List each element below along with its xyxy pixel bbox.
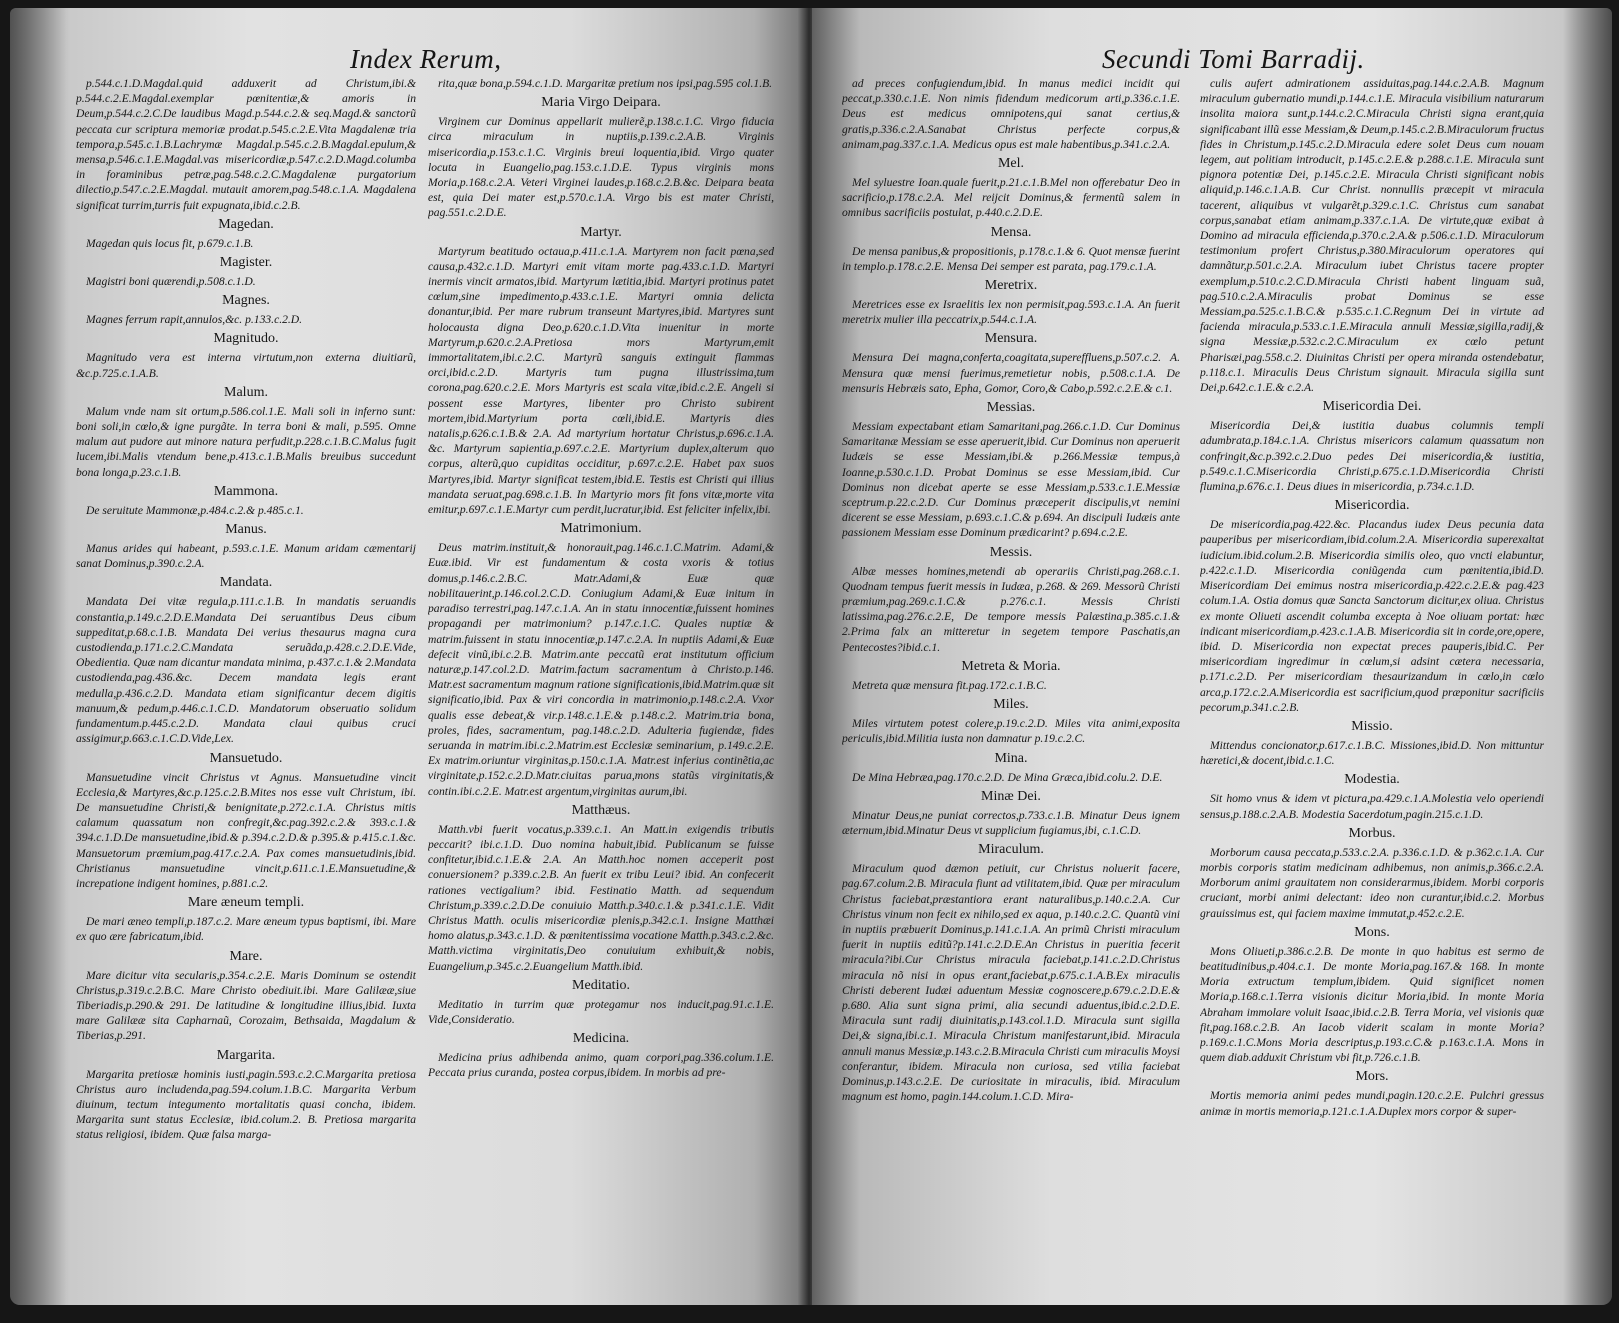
index-heading: Meditatio. (572, 977, 630, 993)
index-entry (76, 521, 416, 571)
right-column-2 (1200, 76, 1544, 1295)
index-entry (76, 750, 416, 892)
index-heading: Martyr. (580, 224, 622, 240)
running-head-left: Index Rerum, (350, 44, 502, 74)
index-heading: Maria Virgo Deipara. (541, 95, 661, 111)
index-entry (428, 802, 774, 974)
index-entry-text: Mansuetudine vincit Christus vt Agnus. Mansuetudine vincit Ecclesia,& Martyres,&c.p.125.c.2.B.Mites nos esse vult Christum, ibi. De mansuetudine Christi,& benignitate,p.272.c.1.A. Christus mitis calamum quassatum non confregit,&c.pag.392.c.2.& 393.c.1.& 394.c.1.D.De mansuetudine,ibid.& p.394.c.2.D.& p.395.& p.415.c.1.&c. Mansuetorum præmium,pag.417.c.2.A. Pax comes mansuetudinis,ibid. Christianus mansuetudine vincit,p.611.c.1.E.Mansuetudine,& increpatione indigent homines, p.881.c.2. (76, 770, 416, 890)
page-shadow-right (1562, 8, 1612, 1305)
index-heading: Mel. (997, 156, 1025, 172)
index-heading: Malum. (224, 384, 268, 400)
index-entry (842, 330, 1180, 396)
index-entry-text: ad preces confugiendum,ibid. In manus medici incidit qui peccat,p.330.c.1.E. Non nimis fidendum medicorum arti,p.336.c.1.E. Deus est medicus omnipotens,qui sanat certius,& gratis,p.336.c.2.A.Sanabat Christus perfecte corpus,& animam,pag.337.c.1.A. Medicus opus est male habentibus,p.341.c.2.A. (842, 77, 1180, 151)
index-heading: Mors. (1355, 1069, 1389, 1085)
index-entry-text: rita,quæ bona,p.594.c.1.D. Margaritæ pretium nos ipsi,pag.595 col.1.B. (438, 77, 773, 90)
index-entry-text: culis aufert admirationem assiduitas,pag.144.c.2.A.B. Magnum miraculum gubernatio mundi,p.144.c.1.E. Miracula visibilium naturarum insolita maiora sunt,p.144.c.2.C.Miracula Christi signa erant,quia significabant illũ esse Messiam,& Deum,p.145.c.2.B.Miraculorum fructus fides in Christum,p.145.c.2.D.Miracula edere solet Deus cum nouam legem, aut politiam introducit, p.145.c.2.E.& p.288.c.1.E. Miracula sunt pignora potentiæ Dei, p.145.c.2.E. Miracula Christi significant nobis aliquid,p.146.c.1.A.B. Cur Christ. nonnullis præcepit vt miracula tacerent, aliquibus vt vulgarẽt,p.329.c.1.C. Christus cum sanabat corpus,sanabat etiam animam,p.337.c.1.A. De virtute,quæ exibat à Domino ad miracula efficienda,p.370.c.2.A.& p.506.c.1.D. Miraculorum testimonium profert Christus,p.380.Miraculorum operatores qui damnãtur,p.501.c.2.A. Miraculum iubet Christus tacere propter exemplum,p.510.c.2.C.D.Miracula Christi habent linguam suã, pag.510.c.2.A.Miraculis probat Dominus se esse Messiam,pa.525.c.1.B.C.& p.535.c.1.C.Regnum Dei in virtute ad facienda miracula,p.533.c.1.E.Miracula annuli Messiæ,sigilla,radij,& signa Messiæ,p.532.c.2.C.Miraculum ex cœlo petunt Pharisæi,pag.558.c.2. Diuinitas Christi per opera miranda ostendebatur, p.118.c.1. Miraculis Deus Christum signauit. Miracula sigilla sunt Dei,p.642.c.1.E.& c.2.A. (1200, 77, 1544, 395)
index-heading: Meretrix. (984, 278, 1038, 294)
index-entry-text: Magnitudo vera est interna virtutum,non externa diuitiarũ, &c.p.725.c.1.A.B. (76, 351, 416, 380)
index-entry-text: Metreta quæ mensura fit.pag.172.c.1.B.C. (852, 678, 1047, 692)
index-entry (1200, 924, 1544, 1066)
index-entry (842, 76, 1180, 152)
index-heading: Mammona. (213, 483, 279, 499)
index-entry-text: Albæ messes homines,metendi ab operariis Christi,pag.268.c.1. Quodnam tempus fuerit messis in Iudæa, p.268. & 269. Messorũ Christi præmium,pag.269.c.1.C.& p.276.c.1. Messis Christi latissima,pag.276.c.2.E, De tempore messis Palæstina,p.385.c.1.& 2.Prima falx an mitteretur in segetem tempore Paschatis,an Pentecostes?ibid.c.1. (842, 564, 1180, 654)
index-entry-text: Mandata Dei vitæ regula,p.111.c.1.B. In mandatis seruandis constantia,p.149.c.2.D.E.Mandata Dei seruantibus Deus cibum suppeditat,p.68.c.1.B. Mandata Dei verius thesaurus magna cura custodienda,p.171.c.2.C.Mandata seruãda,p.428.c.2.D.E.Vide, Obedientia. Quæ nam dicantur mandata minima, p.437.c.1.& 2.Mandata custodienda,pag.436.&c. Decem mandata legis erant medulla,p.436.c.2.D. Mandata etiam significantur decem digitis manuum,& pedum,p.446.c.1.C.D. Mandatorum obseruatio solidum fundamentum.p.445.c.2.D. Mandata claui quibus cruci assigimur,p.663.c.1.C.D.Vide,Lex. (76, 595, 416, 746)
index-entry (76, 384, 416, 480)
index-entry-text: Miraculum quod dæmon petiuit, cur Christus noluerit facere, pag.67.colum.2.B. Miracula fiunt ad vtilitatem,ibid. Quæ per miraculum Christus faciebat,præstantiora erant naturalibus,p.140.c.2.A. Cur Christus vinum non fecit ex nihilo,sed ex aqua, p.140.c.2.C. Quantũ vini in nuptiis præbuerit Dominus,p.141.c.1.A. An primũ Christi miraculum fuerit in nuptiis editũ?p.141.c.2.D.E.An Christus in pueritia fecerit miracula?ibi.Cur Christus miracula faciebat,p.141.c.2.D.Christus miracula nõ nisi in opus erant,faciebat,p.675.c.1.A.B.Ex miraculis Christi deberent Iudæi aduentum Messiæ cognoscere,p.679.c.2.D.E.& p.680. Alia sunt signa primi, alia secundi aduentus,ibid.c.2.D.E. Miracula sunt radij diuinitatis,p.143.col.1.D. Miracula sunt sigilla Dei,& signa,ibi.c.1. Miracula Christum manifestarunt,ibid. Miracula annuli manus Messiæ,p.143.c.2.B.Miracula Christi cum miraculis Moysi conferantur, ibidem. Miracula non curiosa, sed vtilia faciebat Dominus,p.143.c.2.E. De curiositate in miraculis, ibid. Miraculum magnum est homo, pagin.144.colum.1.C.D. Mira- (842, 862, 1180, 1104)
index-entry-text: Mittendus concionator,p.617.c.1.B.C. Missiones,ibid.D. Non mittuntur hæretici,& docent,ibid.c.1.C. (1200, 738, 1544, 768)
index-entry-text: Deus matrim.instituit,& honorauit,pag.146.c.1.C.Matrim. Adami,& Euæ.ibid. Vir est fundamentum & costa vxoris & totius domus,p.146.c.2.B.C. Matr.Adami,& Euæ quæ nobilitauerint,p.146.col.2.C.D. Coniugium Adami,& Euæ initum in paradiso terrestri,pag.147.c.1.A. An in statu innocentiæ,fuissent homines propagandi per matrimonium? p.147.c.1.C. Quales nuptiæ & matrim.fuissent in statu innocentiæ,p.147.c.2.A. In nuptiis Adami,& Euæ defecit vinũ,ibi.c.2.B. Matrim.ante peccatũ erat institutum officium naturæ,p.147.col.2.D. Matrim.factum sacramentum à Christo.p.146. Matr.est sacramentum magnum ratione significationis,ibid.Matrim.quæ sit significatio,ibid. Pax & viri concordia in matrimonio,p.148.c.2.A. Vxor qualis esse debeat,& vir.p.148.c.1.E.& p.148.c.2. Matrim.tria bona, proles, fides, sacramentum, pag.148.c.2.D. Adulteria fugiendæ, fides seruanda in matrim.ibi.c.2.Matrim.est Ecclesiæ seminarium, p.149.c.2.E. Ex matrim.oriuntur virginitas,p.150.c.1.A. Matr.est inferius continẽtia,ac virginitate,p.152.c.2.D.Matr.ciuitas parua,mons statũs virginitatis,& contin.ibi.c.2.E. Matr.est argentum,virginitas aurum,ibi. (428, 541, 774, 798)
index-entry (76, 292, 416, 327)
index-entry (1200, 825, 1544, 921)
index-entry (428, 1030, 774, 1080)
index-entry (842, 277, 1180, 327)
index-entry (428, 977, 774, 1027)
index-heading: Magedan. (218, 216, 274, 232)
index-entry (76, 483, 416, 518)
index-heading: Mare. (229, 948, 263, 964)
index-entry-text: De seruitute Mammonæ,p.484.c.2.& p.485.c.1. (86, 503, 304, 517)
index-heading: Minæ Dei. (981, 788, 1041, 804)
index-entry (842, 399, 1180, 541)
index-entry-text: De Mina Hebræa,pag.170.c.2.D. De Mina Græca,ibid.colu.2. D.E. (852, 770, 1163, 784)
index-entry-text: Mortis memoria animi pedes mundi,pagin.120.c.2.E. Pulchri gressus animæ in mortis memoria,p.121.c.1.A.Duplex mors corpor & super- (1200, 1089, 1544, 1118)
page-shadow-left (10, 8, 70, 1305)
index-entry (842, 841, 1180, 1104)
index-entry (842, 544, 1180, 655)
index-entry-text: Magnes ferrum rapit,annulos,&c. p.133.c.2.D. (86, 313, 303, 327)
index-heading: Mensura. (984, 331, 1038, 347)
index-entry (76, 948, 416, 1044)
index-heading: Matrimonium. (560, 521, 642, 537)
index-heading: Matthæus. (571, 802, 631, 818)
index-entry-text: De misericordia,pag.422.&c. Placandus iudex Deus pecunia data pauperibus per misericordiam,ibid.colum.2.A. Misericordia superexaltat iudicium.ibid.colum.2.B. Misericordia similis oleo, quo vncti elabuntur, p.422.c.1.D. Misericordia coniũgenda cum pœnitentia,ibid.D. Misericordiam Dei emimus nostra misericordia,p.422.c.2.E.& pag.423 colum.1.A. Ostia domus quæ Sancta Sanctorum dicitur,ex oliua. Christus ex monte Oliueti ascendit columba excepta à Noe oliuam portat: hæc indicant misericordiam,p.423.c.1.A.B. Misericordia sit in corde,ore,opere, ibid. D. Misericordia non expectat preces pauperis,ibid.C. Per misericordiam ingredimur in cœlum,si adsint cætera necessaria, p.171.c.2.D. Per misericordiam thesaurizandum in cœlo,in cœlo arca,p.172.c.2.A.Misericordia est sacrificium,quod præponitur sacrificiis pecorum,p.341.c.2.B. (1200, 518, 1544, 714)
index-heading: Mons. (1354, 924, 1390, 940)
index-entry (1200, 398, 1544, 494)
left-column-2 (428, 76, 774, 1295)
index-entry (428, 76, 774, 91)
index-entry (76, 216, 416, 251)
index-entry-text: Magistri boni quærendi,p.508.c.1.D. (86, 275, 256, 289)
index-entry-text: Mons Oliueti,p.386.c.2.B. De monte in quo habitus est sermo de beatitudinibus,p.404.c.1. De monte Moria,pag.167.& 168. In monte Moria extructum templum,ibidem. Quid significet nomen Moria,p.168.c.1.Terra visionis dicitur Moria,ibid. In monte Moria Abraham immolare voluit Isaac,ibid.c.2.B. Terra Moria, vel visionis quæ fit,pag.168.c.2.B. An Iacob viderit scalam in monte Moria? p.169.c.1.C.Mons Moria descriptus,p.193.c.C.& p.163.c.1.A. Mons in quem diab.adduxit Christum vbi fit,p.726.c.1.B. (1200, 944, 1544, 1065)
index-heading: Mina. (994, 750, 1028, 766)
index-entry-text: Mensura Dei magna,conferta,coagitata,supereffluens,p.507.c.2. A. Mensura quæ mensi fuerimus,remetietur nobis, p.508.c.1.A. De mensuris Hebræis sato, Epha, Gomor, Coro,& Cabo,p.592.c.2.E.& c.1. (842, 351, 1180, 395)
index-entry-text: De mari æneo templi,p.187.c.2. Mare æneum typus baptismi, ibi. Mare ex quo ære fabricatum,ibid. (76, 915, 416, 944)
index-entry (76, 1047, 416, 1143)
index-entry (842, 155, 1180, 221)
index-entry (842, 750, 1180, 785)
index-entry-text: Martyrum beatitudo octaua,p.411.c.1.A. Martyrem non facit pœna,sed causa,p.432.c.1.D. Martyri emit vitam morte pag.433.c.1.D. Martyri inermis vincit armatos,ibid. Martyrum lætitia,ibid. Martyri protinus patet cœlum,sine impedimento,p.433.c.1.E. Martyri omnia delicta donantur,ibid. Per mare rubrum transeunt Martyres,ibid. Martyres sunt holocausta digna Deo,p.620.c.1.D.Vita inuenitur in morte Martyrum,p.620.c.2.A.Pretiosa mors Martyrum,emit immortalitatem,ibi.c.2.C. Martyrũ sanguis extinguit flammas orci,ibid.c.2.D. Martyris tum pugna illustrissima,tum corona,pag.620.c.2.E. Mors Martyris est scala vitæ,ibid.c.2.E. Angeli si possent esse Martyres, libenter pro Christo subirent mortem,ibid.Martyrium porta cœli,ibid.E. Martyris dies natalis,p.626.c.1.B.& 2.A. Ad martyrium hortatur Christus,p.696.c.1.A. &c. Martyrum sapientia,p.697.c.2.E. Martyrium duplex,alterum quo corpus, alterũ,quo cupiditas occiditur, p.697.c.2.E. Habet pax suos Martyres,ibid. Martyr significat testem,ibid.E. Testis est Christi qui illius mandata seruat,pag.698.c.1.B. In Martyrio mors fit fons vitæ,morte vita emitur,p.697.c.1.E.Martyr cum perdit,lucratur,ibid. Est feliciter infelix,ibi. (428, 244, 774, 517)
index-heading: Miles. (993, 697, 1029, 713)
index-entry (1200, 771, 1544, 821)
index-entry-text: Sit homo vnus & idem vt pictura,pa.429.c.1.A.Molestia velo operiendi sensus,p.188.c.2.A.B. Modestia Sacerdotum,pagin.215.c.1.D. (1200, 792, 1544, 821)
index-heading: Mare æneum templi. (187, 895, 305, 911)
left-page (10, 8, 810, 1305)
index-entry-text: Messiam expectabant etiam Samaritani,pag.266.c.1.D. Cur Dominus Samaritanæ Messiam se esse aperuerit,ibid. Cur Dominus non aperuerit Iudæis se esse Messiam,ibi.& p.266.Messiæ tempus,à Ioanne,p.530.c.1.D. Probat Dominus se esse Messiam,ibid. Cur Dominus non dicebat aperte se esse Messiam,p.533.c.1.E.Messiæ sceptrum.p.22.c.2.D. Cur Dominus præceperit discipulis,vt nemini dicerent se esse Messiam, p.693.c.1.C.& p.694. An discipuli Iudæis ante passionem Messiam esse Dominum prædicarint? p.694.c.2.E. (842, 420, 1180, 540)
index-heading: Magnitudo. (213, 331, 279, 347)
index-entry (842, 696, 1180, 746)
index-entry-text: Meretrices esse ex Israelitis lex non permisit,pag.593.c.1.A. An fuerit meretrix mulier illa peccatrix,p.544.c.1.A. (842, 298, 1180, 327)
right-column-1 (842, 76, 1180, 1295)
index-entry-text: Virginem cur Dominus appellarit mulierẽ,p.138.c.1.C. Virgo fiducia circa miraculum in nuptiis,p.139.c.2.A.B. Virginis misericordia,p.153.c.1.C. Virginis breui loquentia,ibid. Virgo quater locuta in Euangelio,pag.153.c.1.D.E. Typus virginis mons Moria,p.168.c.2.A. Veteri Virginei laudes,p.168.c.2.B.&c. Deipara beata est, quia Dei mater est,p.570.c.1.A. Virgo bis est mater Christi, pag.551.c.2.D.E. (428, 115, 774, 220)
index-entry-text: Mel syluestre Ioan.quale fuerit,p.21.c.1.B.Mel non offerebatur Deo in sacrificio,p.178.c.2.A. Mel reijcit Dominus,& fermentũ salem in omnibus sacrificiis postulat, p.440.c.2.D.E. (842, 176, 1180, 220)
index-entry-text: Matth.vbi fuerit vocatus,p.339.c.1. An Matt.in exigendis tributis peccarit? ibi.c.1.D. Duo nomina habuit,ibid. Publicanum se fuisse confitetur,ibid.c.1.E.& 2.A. An Matth.hoc nomen acceperit post conuersionem? p.339.c.2.B. An fuerit ex tribu Leui? ibid. An confecerit rationes vectigalium? ibid. Festinatio Matth. ad sequendum Christum,p.339.c.2.D.De conuiuio Matth.p.340.c.1.& p.341.c.1.E. Vidit Christus Matth. oculis misericordiæ plenis,p.342.c.1. Insigne Matthæi homo alatus,p.343.c.1.D. & pœnitentissima vocatione Matth.p.343.c.2.&c. Matth.victima virginitatis,Deo conuiuium exhibuit,& nobis, Euangelium,p.345.c.2.Euangelium Matth.ibid. (428, 822, 774, 973)
index-entry-text: Meditatio in turrim quæ protegamur nos inducit,pag.91.c.1.E. Vide,Consideratio. (428, 997, 774, 1026)
index-entry (76, 574, 416, 746)
index-entry (76, 76, 416, 213)
index-entry-text: Margarita pretiosæ hominis iusti,pagin.593.c.2.C.Margarita pretiosa Christus auro includenda,pag.594.colum.1.B.C. Margarita Verbum diuinum, tectum integumento mortalitatis quasi concha, ibidem. Margarita sunt status Ecclesiæ, ibid.colum.2. B. Pretiosa margarita status religiosi, ibidem. Quæ falsa marga- (76, 1067, 416, 1142)
index-heading: Mandata. (219, 575, 273, 591)
index-entry (76, 254, 416, 289)
index-entry (842, 658, 1180, 693)
index-heading: Margarita. (216, 1047, 276, 1063)
index-entry (428, 94, 774, 220)
index-entry-text: Malum vnde nam sit ortum,p.586.col.1.E. Mali soli in inferno sunt: boni soli,in cœlo,& igne purgãte. In terra boni & mali, p.595. Omne malum aut pudore aut minore natura perfudit,p.228.c.1.B.C.Malus fugit lucem,ibi.Malis vtendum bene,p.413.c.1.B.Malis breuibus succedunt bona longa,p.23.c.1.B. (76, 404, 416, 479)
index-heading: Messis. (989, 544, 1033, 560)
index-heading: Miraculum. (978, 842, 1044, 858)
index-entry-text: De mensa panibus,& propositionis, p.178.c.1.& 6. Quot mensæ fuerint in templo.p.178.c.2.E. Mensa Dei semper est parata, pag.179.c.1.A. (842, 244, 1180, 273)
right-page (812, 8, 1612, 1305)
index-entry (1200, 718, 1544, 768)
index-entry (1200, 1068, 1544, 1118)
index-heading: Modestia. (1344, 772, 1400, 788)
index-heading: Magister. (219, 255, 273, 271)
running-head-right: Secundi Tomi Barradij. (1102, 44, 1365, 74)
index-heading: Manus. (225, 522, 267, 538)
index-heading: Missio. (1351, 718, 1393, 734)
index-entry (842, 788, 1180, 838)
index-heading: Misericordia. (1334, 498, 1410, 514)
index-heading: Morbus. (1348, 825, 1396, 841)
index-entry (1200, 497, 1544, 715)
index-entry-text: Medicina prius adhibenda animo, quam corpori,pag.336.colum.1.E. Peccata prius curanda, postea corpus,ibidem. In morbis ad pre- (428, 1051, 774, 1080)
index-heading: Medicina. (572, 1031, 630, 1047)
left-column-1 (76, 76, 416, 1295)
index-entry-text: Minatur Deus,ne puniat correctos,p.733.c.1.B. Minatur Deus ignem æternum,ibid.Minatur Deus vt supplicium fugiamus,ibi, c.1.C.D. (842, 808, 1180, 837)
index-entry-text: p.544.c.1.D.Magdal.quid adduxerit ad Christum,ibi.& p.544.c.2.E.Magdal.exemplar pœnitentiæ,& amoris in Deum,p.544.c.2.C.De laudibus Magd.p.544.c.2.& seq.Magd.& sanctorũ peccata cur scriptura memoriæ prodat.p.545.c.2.E.Vita Magdalenæ tria tempora,p.545.c.1.B.Lachrymæ Magdal.p.545.c.2.B.Magdal.epulum,& mensa,p.546.c.1.E.Magdal.vas misericordiæ,p.547.c.2.D.Magd.columba in foraminibus petræ,pag.548.c.2.C.Magdalenæ purgatorium dilectio,p.547.c.2.E.Magdal. mutauit amorem,pag.548.c.1.A. Magdalena significat turrim,turris fuit expugnata,ibid.c.2.B. (76, 77, 416, 212)
index-entry (428, 224, 774, 518)
index-entry-text: Manus arides qui habeant, p.593.c.1.E. Manum aridam cæmentarij sanat Dominus,p.390.c.2.A. (76, 542, 416, 571)
index-heading: Metreta & Moria. (961, 658, 1061, 674)
index-entry-text: Miles virtutem potest colere,p.19.c.2.D. Miles vita animi,exposita periculis,ibid.Militia iusta non damnatur p.19.c.2.C. (842, 717, 1180, 746)
index-entry-text: Morborum causa peccata,p.533.c.2.A. p.336.c.1.D. & p.362.c.1.A. Cur morbis corporis statim medicinam adhibemus, non animis,p.366.c.2.A. Morborum animi grauitatem non considerarmus,ibidem. Morbi corporis cruciant, morbi animi delectant: ideo non curantur,ibid.c.2. Morbus grauissimus est, qui faciem maxime immutat,p.452.c.2.E. (1200, 845, 1544, 920)
index-entry (428, 520, 774, 798)
index-heading: Messias. (986, 400, 1036, 416)
index-entry-text: Magedan quis locus fit, p.679.c.1.B. (86, 236, 254, 250)
index-entry-text: Misericordia Dei,& iustitia duabus columnis templi adumbrata,p.184.c.1.A. Christus misericors calamum quassatum non confringit,&c.p.392.c.2.Duo pedes Dei misericordia,& iustitia, p.549.c.1.C.Misericordia Christi,p.675.c.1.D.Misericordia Christi flumina,p.676.c.1. Deus diues in misericordia, p.734.c.1.D. (1200, 419, 1544, 494)
index-entry (842, 224, 1180, 274)
index-heading: Magnes. (222, 293, 270, 309)
index-heading: Mansuetudo. (209, 750, 283, 766)
index-heading: Misericordia Dei. (1322, 399, 1422, 415)
index-entry (76, 894, 416, 944)
index-entry (1200, 76, 1544, 395)
index-heading: Mensa. (990, 224, 1032, 240)
index-entry (76, 330, 416, 380)
index-entry-text: Mare dicitur vita secularis,p.354.c.2.E. Maris Dominum se ostendit Christus,p.319.c.2.B.C. Mare Christo obediuit.ibi. Mare Galilææ,siue Tiberiadis,p.290.& 291. De latitudine & longitudine illius,ibid. Iuxta mare Galilææ sita Capharnaũ, Corozaim, Bethsaida, Magdalum & Tiberias,p.291. (76, 968, 416, 1043)
